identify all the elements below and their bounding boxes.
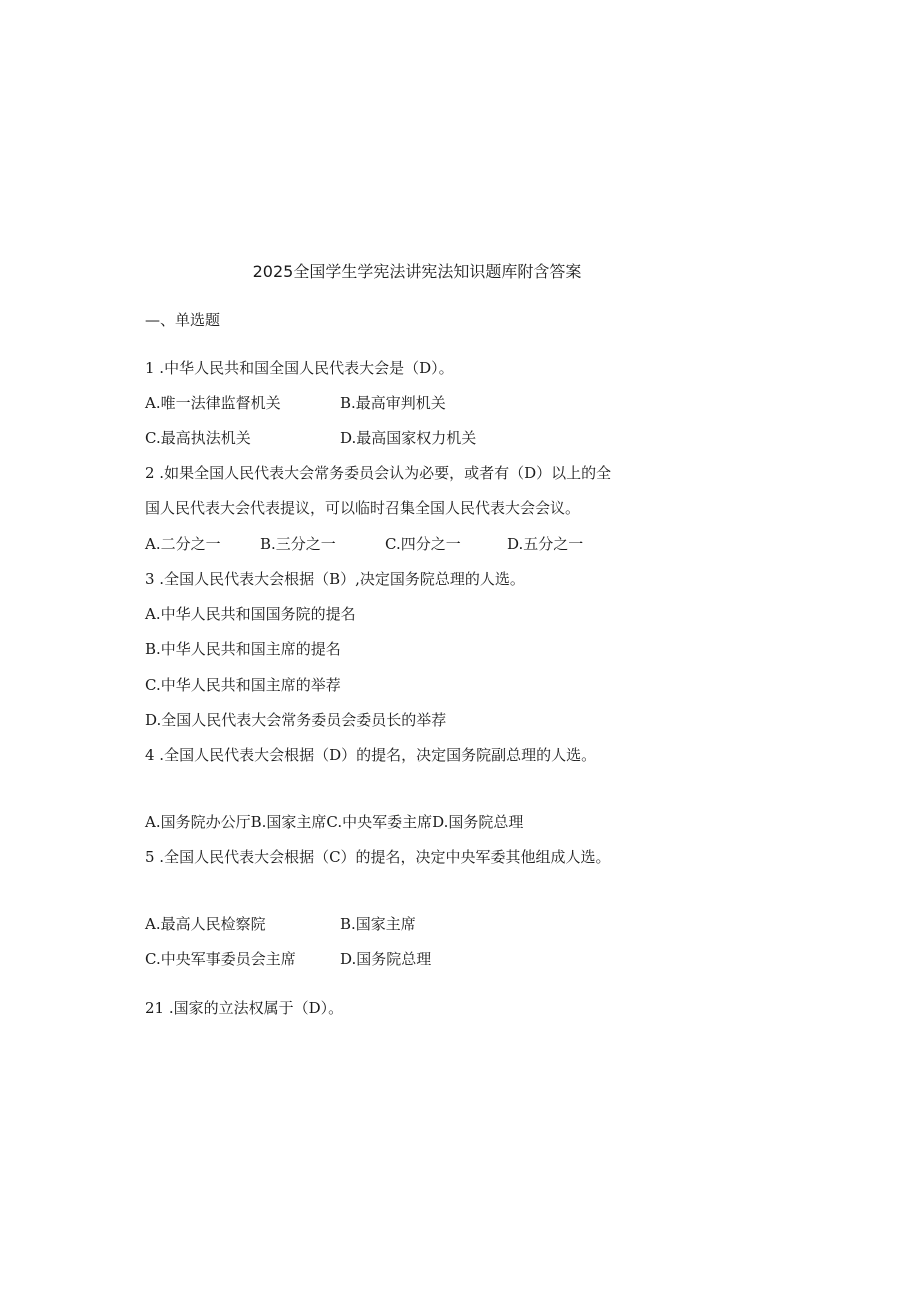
question-5-option-a: A.最高人民检察院: [145, 915, 266, 933]
question-2-stem-line-2: 国人民代表大会代表提议，可以临时召集全国人民代表大会会议。: [145, 499, 581, 517]
question-3-option-c: C.中华人民共和国主席的举荐: [145, 676, 341, 694]
document-title-text: 2025全国学生学宪法讲宪法知识题库附含答案: [252, 262, 582, 281]
question-3-option-b: B.中华人民共和国主席的提名: [145, 640, 341, 658]
document-title: [0, 258, 920, 286]
question-3-option-a: A.中华人民共和国国务院的提名: [145, 605, 356, 623]
question-1-option-a: A.唯一法律监督机关: [145, 394, 281, 412]
question-21-stem: 21 .国家的立法权属于（D）。: [145, 999, 344, 1017]
question-1-stem: 1 .中华人民共和国全国人民代表大会是（D）。: [145, 359, 454, 377]
question-2-option-c: C.四分之一: [385, 535, 461, 553]
question-4-stem: 4 .全国人民代表大会根据（D）的提名，决定国务院副总理的人选。: [145, 746, 597, 764]
question-2-option-a: A.二分之一: [145, 535, 221, 553]
question-2-stem-line-1: 2 .如果全国人民代表大会常务委员会认为必要，或者有（D）以上的全: [145, 464, 612, 482]
question-5-stem: 5 .全国人民代表大会根据（C）的提名，决定中央军委其他组成人选。: [145, 848, 611, 866]
question-4-options: A.国务院办公厅B.国家主席C.中央军委主席D.国务院总理: [145, 813, 524, 831]
question-5-option-c: C.中央军事委员会主席: [145, 950, 296, 968]
question-2-option-b: B.三分之一: [260, 535, 336, 553]
question-5-option-b: B.国家主席: [340, 915, 416, 933]
question-1-option-c: C.最高执法机关: [145, 429, 251, 447]
question-3-stem: 3 .全国人民代表大会根据（B）,决定国务院总理的人选。: [145, 570, 525, 588]
question-1-option-b: B.最高审判机关: [340, 394, 446, 412]
section-heading: —、单选题: [145, 311, 221, 329]
question-3-option-d: D.全国人民代表大会常务委员会委员长的举荐: [145, 711, 447, 729]
question-1-option-d: D.最高国家权力机关: [340, 429, 477, 447]
question-5-option-d: D.国务院总理: [340, 950, 432, 968]
question-2-option-d: D.五分之一: [507, 535, 584, 553]
